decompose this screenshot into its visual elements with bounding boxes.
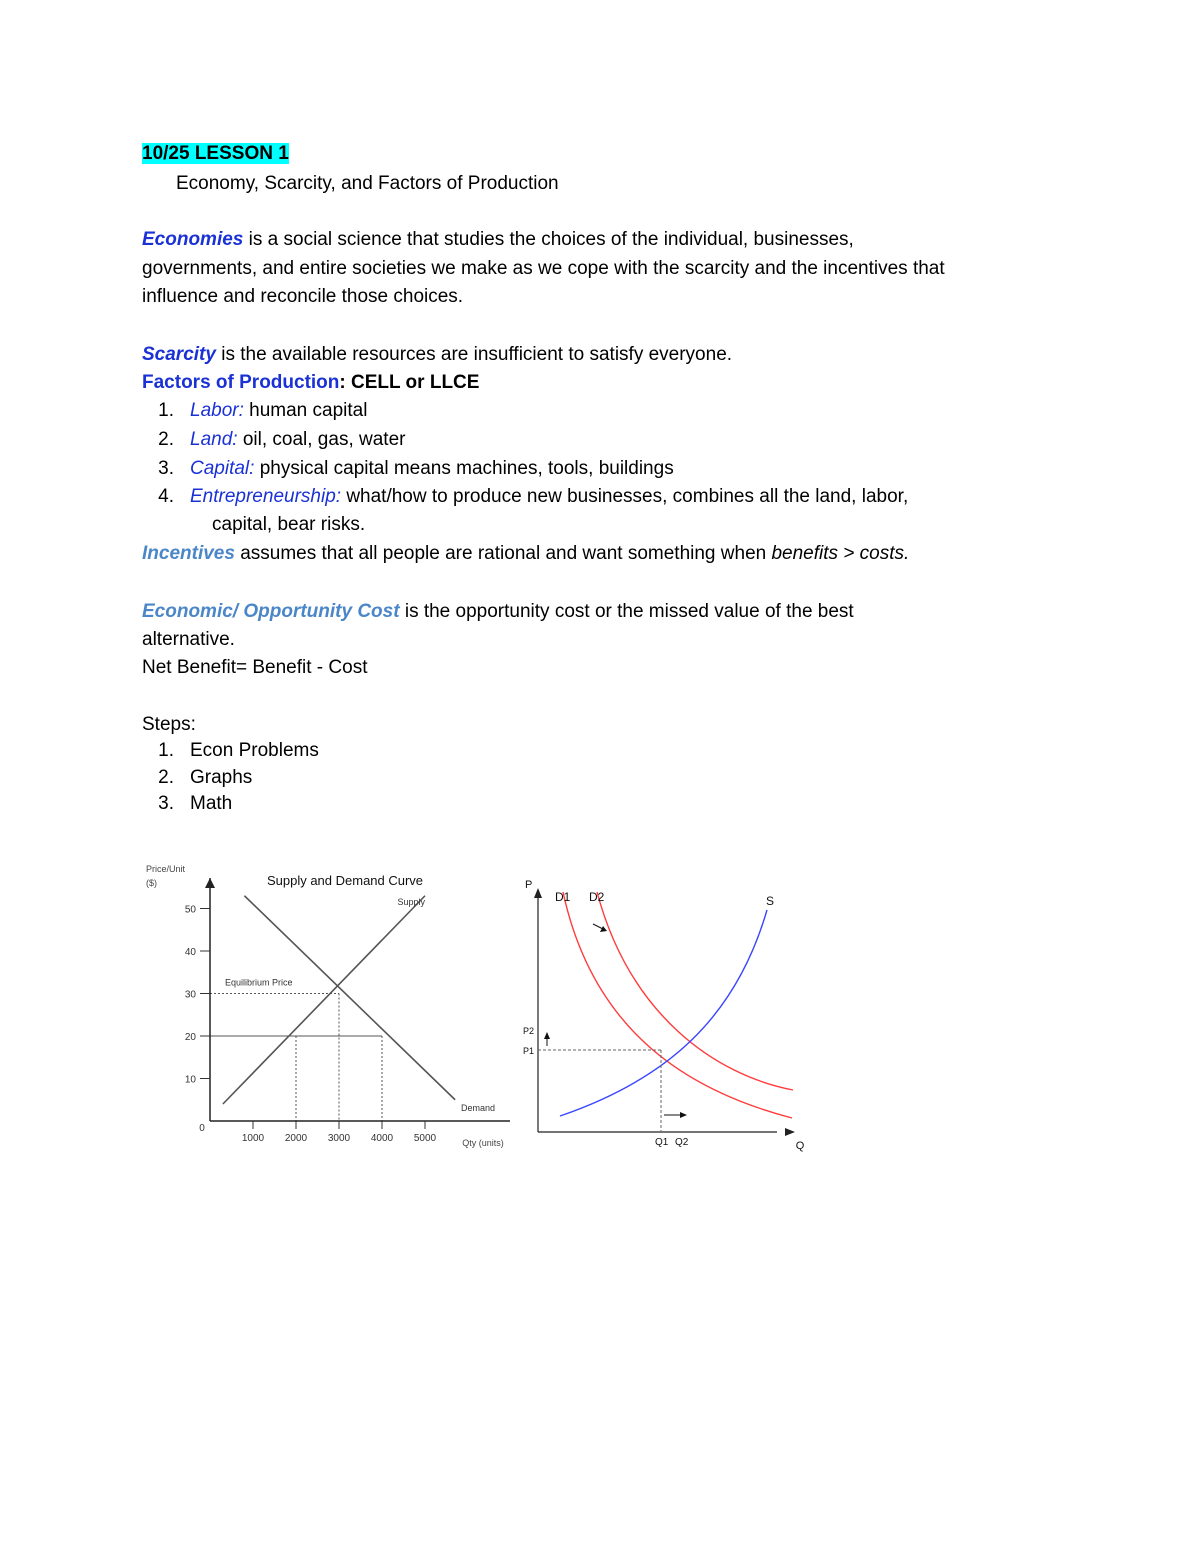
factor-item-land: 2. Land: oil, coal, gas, water: [158, 429, 406, 450]
qty-arrowhead: [680, 1112, 687, 1118]
step-item: 1. Econ Problems: [158, 740, 319, 761]
y-tick-label: 20: [184, 1032, 196, 1043]
y-tick-label: 10: [184, 1074, 196, 1086]
demand-shift-chart: [515, 870, 815, 1160]
incentives-term: Incentives: [142, 543, 235, 564]
chart-labels: [146, 864, 504, 1148]
y-axis-arrow: [205, 878, 215, 888]
economies-definition-line3: influence and reconcile those choices.: [142, 286, 464, 307]
y-tick-label: 30: [184, 989, 196, 1001]
p2-label: P2: [523, 1026, 535, 1036]
x-tick-label: 4000: [370, 1133, 394, 1144]
x-tick-label: 1000: [241, 1133, 265, 1144]
series-lines: [223, 896, 455, 1104]
x-axis-label: Qty (units): [462, 1138, 504, 1148]
economies-definition: Economies is a social science that studies the choices of the individual, businesses,: [142, 229, 854, 250]
steps-label: Steps:: [142, 714, 196, 735]
guide-lines: [210, 994, 382, 1122]
series-label-demand: Demand: [460, 1103, 495, 1113]
opportunity-cost-definition: Economic/ Opportunity Cost is the opportunity cost or the missed value of the best: [142, 601, 854, 622]
opportunity-cost-line2: alternative.: [142, 629, 235, 650]
y-tick-label: 50: [184, 904, 196, 916]
step-item: 3. Math: [158, 793, 233, 814]
price-arrowhead: [544, 1032, 550, 1039]
supply-demand-chart: [140, 858, 520, 1158]
x-axis-label: Q: [795, 1140, 805, 1152]
q1-label: Q1: [655, 1137, 669, 1148]
supply-s-curve: [560, 910, 767, 1116]
scarcity-definition: Scarcity is the available resources are insufficient to satisfy everyone.: [142, 344, 733, 365]
series-label-supply: Supply: [397, 897, 425, 907]
factor-item-entrepreneurship-cont: capital, bear risks.: [212, 514, 366, 535]
factor-item-entrepreneurship: 4. Entrepreneurship: what/how to produce new businesses, combines all the land, labor,: [158, 486, 909, 507]
demand-shift-marks: [523, 879, 805, 1152]
scarcity-term: Scarcity: [142, 344, 216, 365]
origin-label: 0: [199, 1123, 205, 1134]
lesson-heading: 10/25 LESSON 1: [142, 143, 289, 164]
p1-label: P1: [523, 1046, 535, 1056]
series-supply-line: [223, 896, 425, 1104]
x-tick-label: 2000: [284, 1133, 308, 1144]
chart-title: Supply and Demand Curve: [266, 873, 424, 888]
series-label-d1: D1: [555, 890, 571, 904]
factor-item-capital: 3. Capital: physical capital means machines, tools, buildings: [158, 458, 674, 479]
economies-definition-line2: governments, and entire societies we make as we cope with the scarcity and the incentives that: [142, 258, 945, 279]
economies-term: Economies: [142, 229, 244, 250]
y-tick-label: 40: [184, 947, 196, 958]
y-axis-label: P: [525, 879, 533, 891]
series-label-d2: D2: [589, 890, 605, 904]
series-label-s: S: [766, 894, 775, 908]
shift-arrowhead: [600, 926, 607, 932]
x-axis-arrow: [785, 1128, 795, 1136]
step-item: 2. Graphs: [158, 767, 253, 788]
y-axis-label: Price/Unit: [146, 864, 186, 874]
factors-heading: Factors of Production: CELL or LLCE: [142, 372, 480, 393]
opportunity-cost-term: Economic/ Opportunity Cost: [142, 601, 400, 622]
series-demand-line: [244, 896, 455, 1100]
y-axis-arrow: [534, 888, 542, 898]
lesson-subtitle: Economy, Scarcity, and Factors of Production: [176, 173, 559, 194]
net-benefit-formula: Net Benefit= Benefit - Cost: [142, 657, 368, 678]
equilibrium-price-label: Equilibrium Price: [225, 977, 293, 988]
x-tick-label: 3000: [327, 1133, 351, 1144]
incentives-definition: Incentives assumes that all people are rational and want something when benefits > costs.: [142, 543, 910, 564]
y-axis-label-unit: ($): [146, 878, 157, 888]
x-tick-label: 5000: [413, 1133, 437, 1144]
factor-item-labor: 1. Labor: human capital: [158, 400, 368, 421]
q2-label: Q2: [675, 1137, 689, 1148]
